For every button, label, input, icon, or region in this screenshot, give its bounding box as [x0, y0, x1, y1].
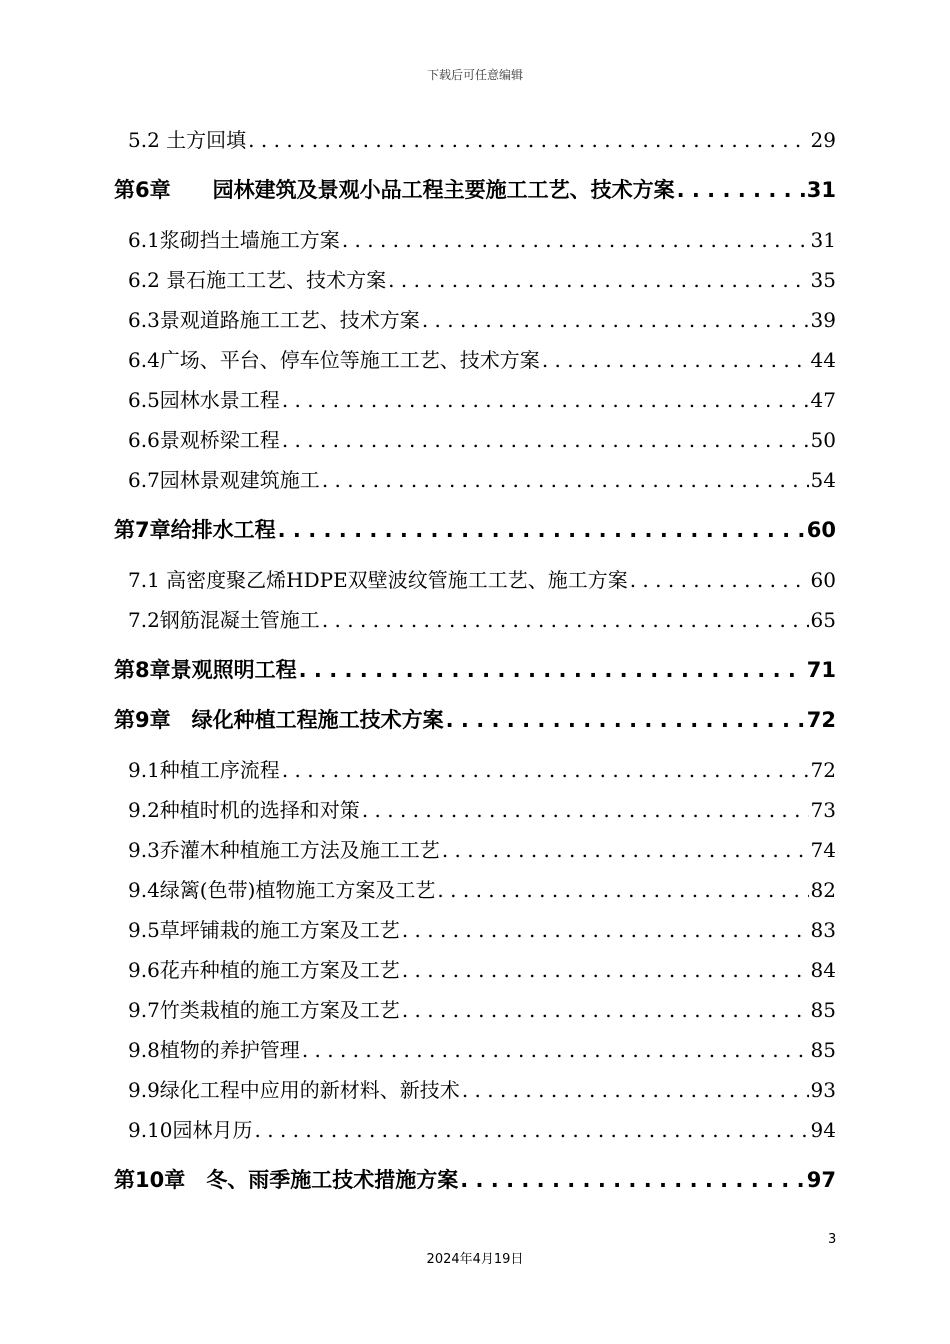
- toc-entry-page: 72: [810, 758, 836, 782]
- toc-entry-title: 9.8植物的养护管理: [128, 1038, 300, 1062]
- toc-entry[interactable]: [114, 704, 836, 734]
- toc-leader: [420, 308, 809, 332]
- toc-entry-title: 9.7竹类栽植的施工方案及工艺: [128, 998, 400, 1022]
- toc-leader: [280, 758, 809, 782]
- toc-entry-page: 93: [810, 1078, 836, 1102]
- toc-leader: [435, 878, 808, 902]
- toc-entry-title: 第10章 冬、雨季施工技术措施方案: [114, 1168, 459, 1192]
- toc-entry[interactable]: [128, 224, 836, 253]
- toc-entry-page: 60: [806, 518, 836, 542]
- toc-leader: [280, 428, 809, 452]
- toc-entry-title: 9.9绿化工程中应用的新材料、新技术: [128, 1078, 460, 1102]
- toc-leader: [276, 518, 805, 542]
- toc-entry[interactable]: [128, 424, 836, 453]
- toc-entry-title: 9.10园林月历: [128, 1118, 253, 1142]
- toc-entry-page: 39: [810, 308, 836, 332]
- toc-leader: [444, 708, 805, 732]
- toc-entry-title: 9.4绿篱(色带)植物施工方案及工艺: [128, 878, 436, 902]
- toc-entry[interactable]: [114, 514, 836, 544]
- toc-entry-title: 7.1 高密度聚乙烯HDPE双壁波纹管施工工艺、施工方案: [128, 568, 628, 592]
- toc-entry-title: 9.1种植工序流程: [128, 758, 280, 782]
- toc-entry-title: 第6章 园林建筑及景观小品工程主要施工工艺、技术方案: [114, 178, 675, 202]
- toc-entry-page: 97: [806, 1168, 836, 1192]
- toc-leader: [386, 268, 808, 292]
- toc-entry-page: 71: [806, 658, 836, 682]
- toc-leader: [300, 1038, 809, 1062]
- toc-entry[interactable]: [128, 794, 836, 823]
- toc-entry[interactable]: [128, 754, 836, 783]
- toc-leader: [320, 608, 809, 632]
- toc-entry-page: 73: [810, 798, 836, 822]
- toc-entry-page: 85: [810, 998, 836, 1022]
- toc-entry-page: 85: [810, 1038, 836, 1062]
- toc-leader: [400, 918, 809, 942]
- toc-entry[interactable]: [128, 1034, 836, 1063]
- toc-entry-title: 9.6花卉种植的施工方案及工艺: [128, 958, 400, 982]
- toc-leader: [440, 838, 809, 862]
- toc-entry[interactable]: [114, 654, 836, 684]
- toc-entry-title: 6.1浆砌挡土墙施工方案: [128, 228, 340, 252]
- toc-entry-title: 6.4广场、平台、停车位等施工工艺、技术方案: [128, 348, 540, 372]
- toc-entry[interactable]: [128, 994, 836, 1023]
- toc-leader: [253, 1118, 809, 1142]
- toc-entry[interactable]: [128, 1074, 836, 1103]
- toc-entry[interactable]: [128, 384, 836, 413]
- toc-entry-page: 54: [810, 468, 836, 492]
- toc-leader: [280, 388, 809, 412]
- toc-leader: [360, 798, 809, 822]
- toc-entry-page: 94: [810, 1118, 836, 1142]
- toc-entry-title: 第8章景观照明工程: [114, 658, 297, 682]
- toc-entry-page: 47: [810, 388, 836, 412]
- toc-entry-title: 6.3景观道路施工工艺、技术方案: [128, 308, 420, 332]
- toc-leader: [320, 468, 809, 492]
- toc-leader: [400, 998, 809, 1022]
- toc-leader: [628, 568, 809, 592]
- toc-entry-title: 9.2种植时机的选择和对策: [128, 798, 360, 822]
- toc-entry-title: 5.2 土方回填: [128, 128, 247, 152]
- toc-entry[interactable]: [128, 604, 836, 633]
- toc-entry-title: 7.2钢筋混凝土管施工: [128, 608, 320, 632]
- toc-entry[interactable]: [128, 304, 836, 333]
- toc-entry[interactable]: [128, 954, 836, 983]
- page-header: 下载后可任意编辑: [426, 68, 523, 82]
- toc-entry[interactable]: [128, 834, 836, 863]
- toc-entry-page: 35: [810, 268, 836, 292]
- toc-entry-title: 9.5草坪铺栽的施工方案及工艺: [128, 918, 400, 942]
- toc-entry-title: 9.3乔灌木种植施工方法及施工工艺: [128, 838, 440, 862]
- toc-entry-title: 第7章给排水工程: [114, 518, 276, 542]
- toc-leader: [246, 128, 808, 152]
- page-footer-date: 2024年4月19日: [426, 1252, 524, 1267]
- toc-entry[interactable]: [128, 914, 836, 943]
- toc-entry[interactable]: [128, 264, 836, 293]
- toc-leader: [400, 958, 809, 982]
- toc-leader: [675, 178, 805, 202]
- toc-entry-title: 第9章 绿化种植工程施工技术方案: [114, 708, 444, 732]
- toc-entry[interactable]: [128, 464, 836, 493]
- toc-entry-page: 72: [806, 708, 836, 732]
- toc-entry-page: 82: [810, 878, 836, 902]
- toc-entry-title: 6.6景观桥梁工程: [128, 428, 280, 452]
- toc-entry-page: 44: [810, 348, 836, 372]
- toc-entry[interactable]: [114, 1164, 836, 1194]
- toc-leader: [340, 228, 809, 252]
- toc-entry-page: 29: [810, 128, 836, 152]
- toc-entry[interactable]: [128, 124, 836, 153]
- toc-entry-title: 6.5园林水景工程: [128, 388, 280, 412]
- toc-entry[interactable]: [114, 174, 836, 204]
- toc-leader: [297, 658, 805, 682]
- toc-entry[interactable]: [128, 344, 836, 373]
- toc-entry-page: 83: [810, 918, 836, 942]
- toc-entry-title: 6.7园林景观建筑施工: [128, 468, 320, 492]
- toc-entry-page: 50: [810, 428, 836, 452]
- toc-entry-page: 84: [810, 958, 836, 982]
- toc-entry[interactable]: [128, 1114, 836, 1143]
- toc-entry[interactable]: [128, 564, 836, 593]
- toc-entry-title: 6.2 景石施工工艺、技术方案: [128, 268, 387, 292]
- page-number: 3: [828, 1232, 837, 1247]
- toc-entry-page: 65: [810, 608, 836, 632]
- toc-entry-page: 31: [810, 228, 836, 252]
- toc-entry-page: 74: [810, 838, 836, 862]
- toc-entry-page: 31: [806, 178, 836, 202]
- toc-leader: [460, 1078, 809, 1102]
- toc-leader: [540, 348, 809, 372]
- toc-entry[interactable]: [128, 874, 836, 903]
- toc-leader: [458, 1168, 805, 1192]
- toc-entry-page: 60: [810, 568, 836, 592]
